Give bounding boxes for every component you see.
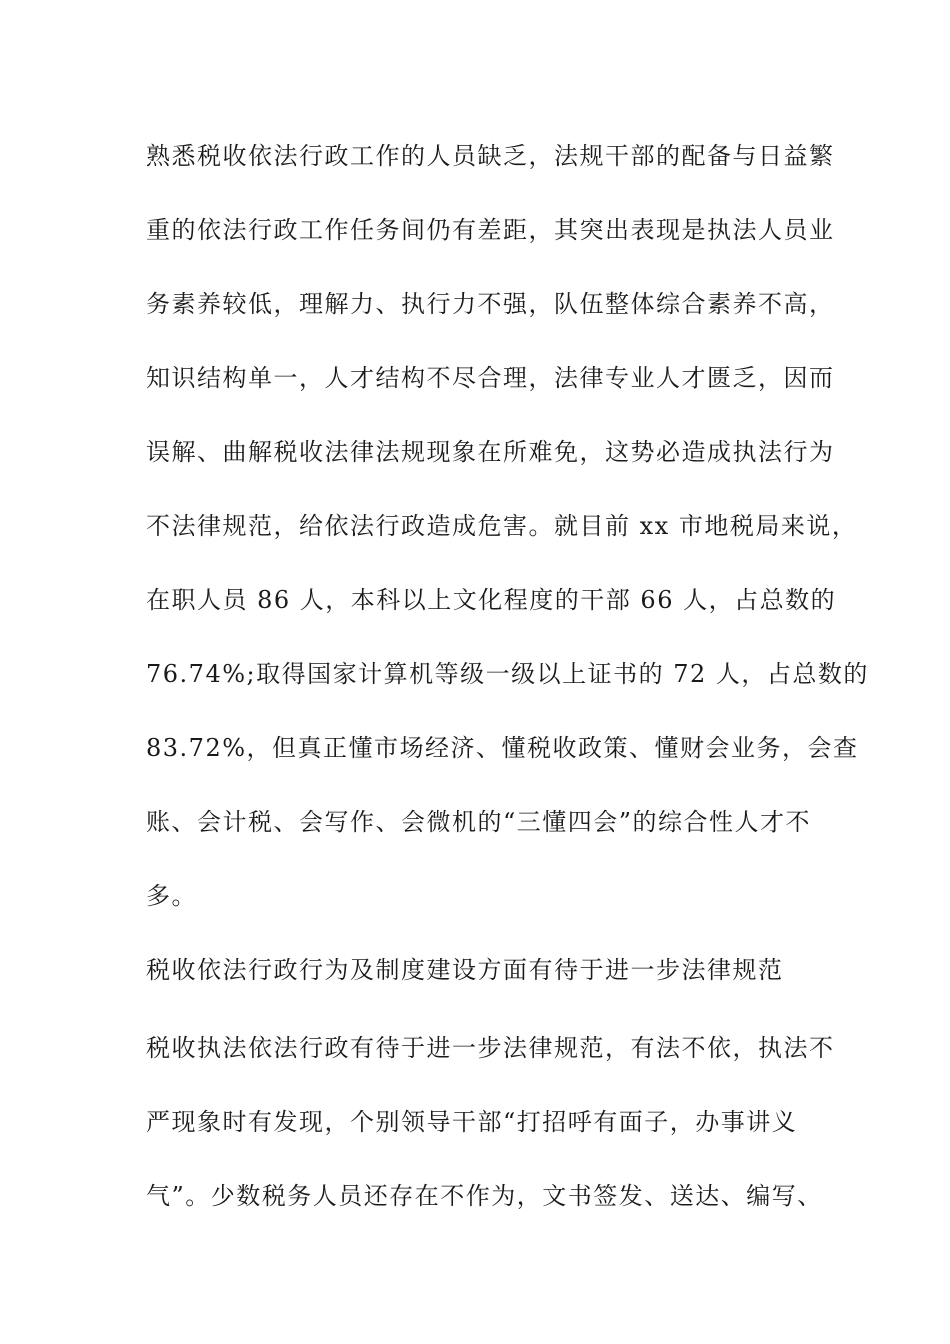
paragraph-2-line-1: 税收执法依法行政有待于进一步法律规范，有法不依，执法不	[146, 1034, 835, 1062]
paragraph-1-line-9: 83.72%，但真正懂市场经济、懂税收政策、懂财会业务，会查	[146, 734, 859, 762]
section-heading: 税收依法行政行为及制度建设方面有待于进一步法律规范	[146, 956, 784, 984]
paragraph-1-line-5: 误解、曲解税收法律法规现象在所难免，这势必造成执法行为	[146, 438, 835, 466]
paragraph-1-line-7: 在职人员 86 人，本科以上文化程度的干部 66 人，占总数的	[146, 586, 837, 614]
paragraph-1-line-4: 知识结构单一，人才结构不尽合理，法律专业人才匮乏，因而	[146, 364, 835, 392]
paragraph-2-line-2: 严现象时有发现，个别领导干部“打招呼有面子，办事讲义	[146, 1108, 798, 1136]
paragraph-1-line-1: 熟悉税收依法行政工作的人员缺乏，法规干部的配备与日益繁	[146, 142, 835, 170]
paragraph-1-line-8: 76.74%;取得国家计算机等级一级以上证书的 72 人，占总数的	[146, 660, 869, 688]
paragraph-1-line-2: 重的依法行政工作任务间仍有差距，其突出表现是执法人员业	[146, 216, 835, 244]
paragraph-2-line-3: 气”。少数税务人员还存在不作为，文书签发、送达、编写、	[146, 1182, 823, 1210]
paragraph-1-line-3: 务素养较低，理解力、执行力不强，队伍整体综合素养不高，	[146, 290, 835, 318]
paragraph-1-line-6: 不法律规范，给依法行政造成危害。就目前 xx 市地税局来说，	[146, 512, 858, 540]
paragraph-1-line-10: 账、会计税、会写作、会微机的“三懂四会”的综合性人才不	[146, 808, 812, 836]
paragraph-1-line-11: 多。	[146, 882, 197, 910]
